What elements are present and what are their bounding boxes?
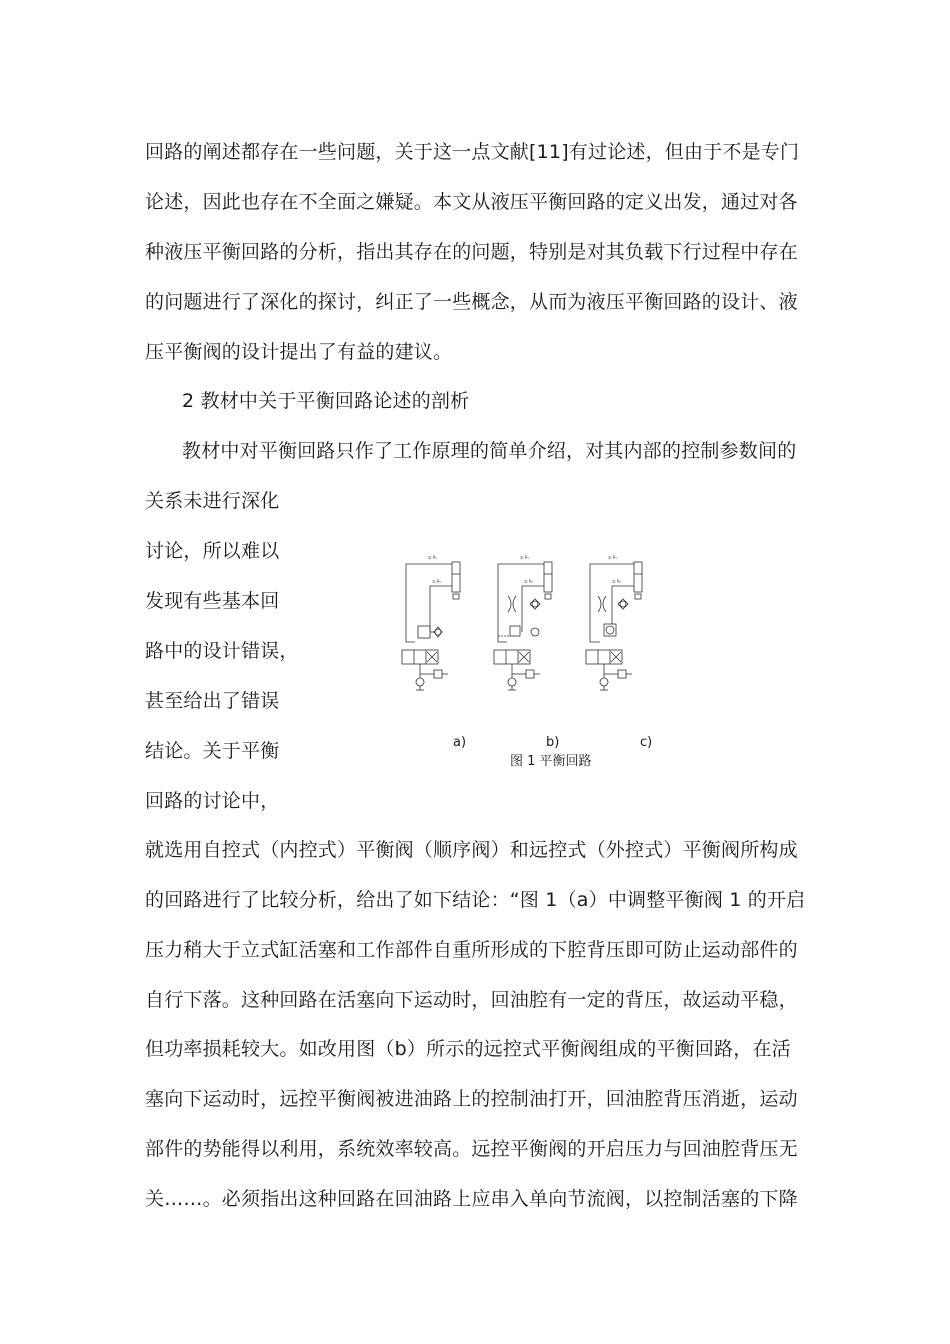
paragraph-1-line-4: 的问题进行了深化的探讨，纠正了一些概念，从而为液压平衡回路的设计、液: [145, 291, 798, 313]
paragraph-2-line: 部件的势能得以利用，系统效率较高。远控平衡阀的开启压力与回油腔背压无: [145, 1138, 798, 1160]
paragraph-2-line: 就选用自控式（内控式）平衡阀（顺序阀）和远控式（外控式）平衡阀所构成: [145, 839, 798, 861]
svg-text:② P₂: ② P₂: [612, 579, 621, 584]
figure-caption: 图 1 平衡回路: [510, 754, 592, 769]
paragraph-2-wrapped-line: 路中的设计错误，: [145, 640, 299, 662]
paragraph-1-line-1: 回路的阐述都存在一些问题，关于这一点文献[11]有过论述，但由于不是专门: [145, 141, 800, 163]
circuit-c-schematic: [586, 555, 642, 690]
section-heading: 2 教材中关于平衡回路论述的剖析: [182, 390, 470, 412]
paragraph-1-line-2: 论述，因此也存在不全面之嫌疑。本文从液压平衡回路的定义出发，通过对各: [145, 191, 798, 213]
circuit-b-schematic: [494, 555, 552, 690]
svg-text:② P₂: ② P₂: [524, 579, 533, 584]
paragraph-2-wrapped-line: 讨论，所以难以: [145, 540, 280, 562]
paragraph-2-line: 的回路进行了比较分析，给出了如下结论：“图 1（a）中调整平衡阀 1 的开启: [145, 889, 806, 911]
svg-text:① P₁: ① P₁: [608, 555, 617, 560]
paragraph-2-line-1: 教材中对平衡回路只作了工作原理的简单介绍，对其内部的控制参数间的: [182, 440, 797, 462]
paragraph-2-wrapped-line: 发现有些基本回: [145, 590, 280, 612]
paragraph-1-line-5: 压平衡阀的设计提出了有益的建议。: [145, 341, 453, 363]
paragraph-2-line: 自行下落。这种回路在活塞向下运动时，回油腔有一定的背压，故运动平稳，: [145, 989, 798, 1011]
circuit-a-schematic: [402, 555, 460, 690]
svg-text:① P₁: ① P₁: [520, 555, 529, 560]
balance-circuit-figure: [390, 548, 670, 708]
paragraph-2-line: 压力稍大于立式缸活塞和工作部件自重所形成的下腔背压即可防止运动部件的: [145, 939, 798, 961]
paragraph-2-line: 关……。必须指出这种回路在回油路上应串入单向节流阀，以控制活塞的下降: [145, 1188, 798, 1210]
paragraph-2-wrapped-line: 关系未进行深化: [145, 490, 280, 512]
port-label-p1: ① P₁: [428, 555, 437, 560]
figure-sublabel-c: c): [640, 735, 653, 750]
paragraph-2-wrapped-line: 回路的讨论中，: [145, 790, 280, 812]
paragraph-2-wrapped-line: 结论。关于平衡: [145, 740, 280, 762]
paragraph-1-line-3: 种液压平衡回路的分析，指出其存在的问题，特别是对其负载下行过程中存在: [145, 241, 798, 263]
figure-sublabel-a: a): [453, 735, 467, 750]
figure-sublabel-b: b): [546, 735, 560, 750]
port-label-p2: ② P₂: [432, 579, 441, 584]
paragraph-2-wrapped-line: 甚至给出了错误: [145, 690, 280, 712]
paragraph-2-line: 但功率损耗较大。如改用图（b）所示的远控式平衡阀组成的平衡回路，在活: [145, 1038, 791, 1060]
paragraph-2-line: 塞向下运动时，远控平衡阀被进油路上的控制油打开，回油腔背压消逝，运动: [145, 1088, 798, 1110]
